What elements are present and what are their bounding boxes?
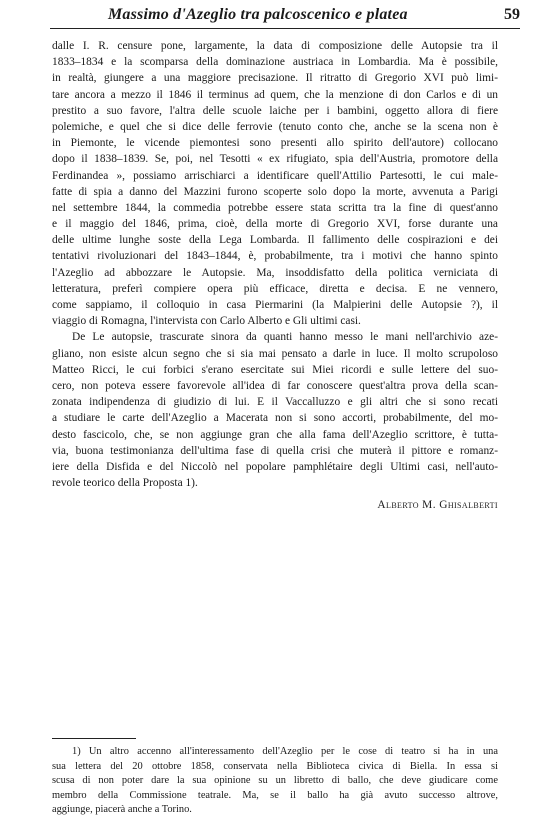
text-line: desto fascicolo, che, se non aggiunge gran che alla fama dell'Azeglio scrittore, è tutta- [52, 428, 498, 441]
footnote [52, 745, 498, 818]
text-line: l'Azeglio ad abbozzare le Autopsie. Ma, insoddisfatto della politica verniciata di [52, 266, 498, 279]
text-line: tare ancora a mezzo il 1846 il terminus ad quem, che la menzione di don Carlos e di un [52, 88, 498, 101]
text-line: cero, non poteva essere favorevole all'idea di far conoscere quest'altra prova della scan- [52, 379, 498, 392]
footnote-line: sua lettera del 20 ottobre 1858, conservata nella Biblioteca civica di Biella. In essa si [52, 760, 498, 772]
footnote-line: 1) Un altro accenno all'interessamento dell'Azeglio per le cose di teatro si ha in una [72, 746, 498, 757]
text-line: 1833–1834 e la scomparsa della dominazione austriaca in Lombardia. Ma è possibile, [52, 56, 498, 69]
footnote-line: membro della Commissione teatrale. Ma, se il ballo ha già avuto successo altrove, [52, 789, 498, 801]
text-line: a studiare le carte dell'Azeglio a Macerata non si sono accorti, probabilmente, del mo- [52, 412, 498, 425]
text-line: viaggio di Romagna, l'intervista con Carlo Alberto e Gli ultimi casi. [52, 315, 361, 328]
text-line: nel settembre 1844, la commedia potrebbe essere stata scritta tra la fine di quest'anno [52, 201, 498, 214]
text-line: delle ultime lunghe soste della Lega Lombarda. Il fallimento delle cospirazioni e dei [52, 234, 498, 247]
footnote-line: scusa di non poter dare la sua opinione su un libretto di ballo, che deve giudicare come [52, 775, 498, 787]
body-text [52, 38, 498, 491]
text-line: dalle I. R. censure pone, largamente, la data di composizione delle Autopsie tra il [52, 40, 498, 52]
text-line: iere della Disfida e del Niccolò nel popolare pamphlétaire degli Ultimi casi, nell'auto- [52, 460, 498, 473]
text-line: gliano, non esiste alcun segno che si sia mai pensato a darle in luce. Il molto scrupoloso [52, 347, 498, 360]
text-line: tentativi rivoluzionari del 1843–1844, è, probabilmente, tra i motivi che hanno spinto [52, 250, 498, 263]
text-line: e il maggio del 1846, prima, cioè, della morte di Gregorio XVI, forse durante una [52, 218, 498, 231]
paragraph-1 [52, 38, 498, 329]
text-line: Matteo Ricci, le cui forbici s'erano esercitate sui Miei ricordi e sulle lettere del suo- [52, 363, 498, 376]
text-line: come sappiamo, il colloquio in casa Piermarini (la Malpierini delle Autopsie ?), il [52, 299, 498, 311]
text-line: zonata indipendenza di giudizio di lui. E il Vaccalluzzo e gli altri che si sono recati [52, 396, 498, 409]
running-title: Massimo d'Azeglio tra palcoscenico e platea [108, 6, 408, 23]
text-line: revole teorico della Proposta 1). [52, 477, 198, 490]
footnote-line: aggiunge, piacerà anche a Torino. [52, 804, 192, 816]
text-line: in Piemonte, le vicende piemontesi sono presenti allo spirito dell'autore) collocano [52, 137, 498, 150]
text-line: Ferdinandea », possiamo arrischiarci a identificare quell'Attilio Partesotti, le cui male- [52, 169, 498, 182]
author-signature: Alberto M. Ghisalberti [377, 499, 498, 511]
text-line: fatte di spia a danno del Mazzini furono scoperte solo dopo la morte, avvenuta a Parigi [52, 185, 498, 198]
footnote-divider [52, 738, 136, 739]
paragraph-2 [52, 329, 498, 491]
text-line: prestito a suo favore, l'altra delle scuole laiche per i bambini, oggetto allora di fiere [52, 104, 498, 117]
text-line: De Le autopsie, trascurate sinora da quanti hanno messo le mani nell'archivio aze- [72, 331, 498, 344]
text-line: letteratura, preferì compiere opera più efficace, diretta e decisa. E ne vennero, [52, 282, 498, 295]
text-line: polemiche, e quel che si dice delle ferrovie (tenuto conto che, anche se la scena non è [52, 120, 498, 133]
page-number: 59 [504, 6, 520, 23]
text-line: in realtà, giungere a una maggiore precisazione. Il ritratto di Gregorio XVI può limi- [52, 72, 498, 85]
text-line: via, buona testimonianza dell'ultima fase di quella crisi che muterà il pittore e romanz- [52, 444, 498, 457]
text-line: dopo il 1838–1839. Se, poi, nel Tesotti « ex rifugiato, spia dell'Austria, promotore della [52, 153, 498, 166]
running-header [50, 2, 520, 29]
